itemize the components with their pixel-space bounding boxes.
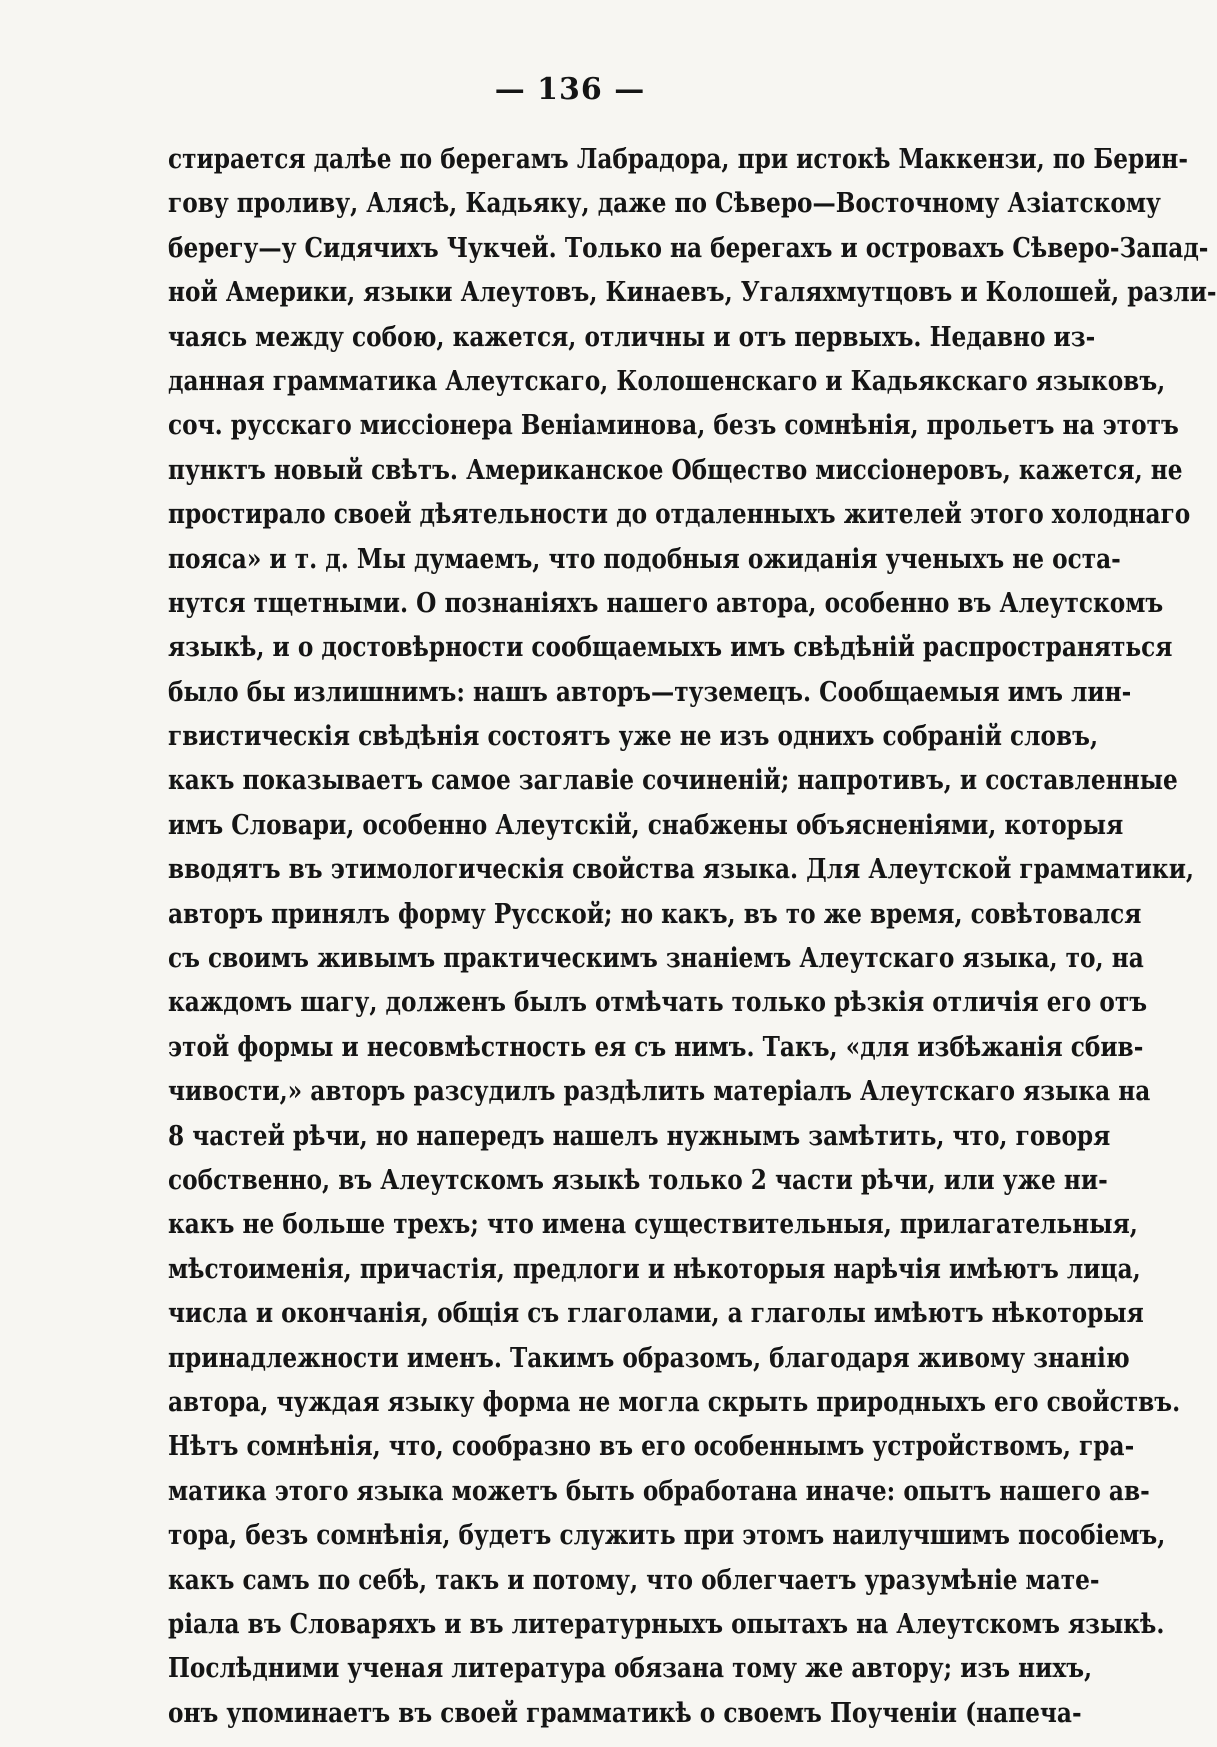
text-line: мѣстоименія, причастія, предлоги и нѣкоторыя нарѣчія имѣютъ лица, xyxy=(168,1253,1141,1285)
text-line: пояса» и т. д. Мы думаемъ, что подобныя ожиданія ученыхъ не оста- xyxy=(168,543,1121,575)
text-line: пунктъ новый свѣтъ. Американское Общество миссіонеровъ, кажется, не xyxy=(168,454,1183,486)
text-line: данная грамматика Алеутскаго, Колошенскаго и Кадьякскаго языковъ, xyxy=(168,365,1166,397)
page-number: — 136 — xyxy=(494,72,646,107)
text-line: этой формы и несовмѣстность ея съ нимъ. Такъ, «для избѣжанія сбив- xyxy=(168,1031,1144,1063)
text-line: гову проливу, Алясѣ, Кадьяку, даже по Сѣверо—Восточному Азіатскому xyxy=(168,188,1161,220)
text-line: каждомъ шагу, долженъ былъ отмѣчать только рѣзкія отличія его отъ xyxy=(168,987,1148,1019)
text-line: чаясь между собою, кажется, отличны и отъ первыхъ. Недавно из- xyxy=(168,321,1096,353)
text-line: ной Америки, языки Алеутовъ, Кинаевъ, Угаляхмутцовъ и Колошей, разли- xyxy=(168,277,1217,309)
text-line: матика этого языка можетъ быть обработана иначе: опытъ нашего ав- xyxy=(168,1475,1150,1507)
text-line: было бы излишнимъ: нашъ авторъ—туземецъ. Сообщаемыя имъ лин- xyxy=(168,676,1132,708)
text-line: собственно, въ Алеутскомъ языкѣ только 2 части рѣчи, или уже ни- xyxy=(168,1164,1108,1196)
body-text xyxy=(168,138,1217,1736)
text-line: автора, чуждая языку форма не могла скрыть природныхъ его свойствъ. xyxy=(168,1386,1181,1418)
text-line: какъ не больше трехъ; что имена существительныя, прилагательныя, xyxy=(168,1209,1138,1241)
text-line: имъ Словари, особенно Алеутскій, снабжены объясненіями, которыя xyxy=(168,809,1124,841)
text-line: вводятъ въ этимологическія свойства языка. Для Алеутской грамматики, xyxy=(168,854,1195,886)
text-line: числа и окончанія, общія съ глаголами, а глаголы имѣютъ нѣкоторыя xyxy=(168,1298,1144,1330)
text-line: какъ самъ по себѣ, такъ и потому, что облегчаетъ уразумѣніе мате- xyxy=(168,1564,1100,1596)
text-line: тора, безъ сомнѣнія, будетъ служить при этомъ наилучшимъ пособіемъ, xyxy=(168,1520,1166,1552)
text-line: чивости,» авторъ разсудилъ раздѣлить матеріалъ Алеутскаго языка на xyxy=(168,1076,1151,1108)
text-line: Нѣтъ сомнѣнія, что, сообразно въ его особеннымъ устройствомъ, гра- xyxy=(168,1431,1135,1463)
text-line: нутся тщетными. О познаніяхъ нашего автора, особенно въ Алеутскомъ xyxy=(168,587,1164,619)
text-line: стирается далѣе по берегамъ Лабрадора, при истокѣ Маккензи, по Берин- xyxy=(168,144,1189,175)
text-line: языкѣ, и о достовѣрности сообщаемыхъ имъ свѣдѣній распространяться xyxy=(168,632,1173,664)
text-line: гвистическія свѣдѣнія состоятъ уже не изъ однихъ собраній словъ, xyxy=(168,721,1099,753)
text-line: берегу—у Сидячихъ Чукчей. Только на берегахъ и островахъ Сѣверо-Запад- xyxy=(168,232,1209,264)
text-line: авторъ принялъ форму Русской; но какъ, въ то же время, совѣтовался xyxy=(168,898,1142,930)
text-line: принадлежности именъ. Такимъ образомъ, благодаря живому знанію xyxy=(168,1342,1130,1374)
text-line: ріала въ Словаряхъ и въ литературныхъ опытахъ на Алеутскомъ языкѣ. xyxy=(168,1608,1165,1640)
text-line: 8 частей рѣчи, но напередъ нашелъ нужнымъ замѣтить, что, говоря xyxy=(168,1120,1111,1152)
text-line: какъ показываетъ самое заглавіе сочиненій; напротивъ, и составленные xyxy=(168,765,1178,797)
text-line: Послѣдними ученая литература обязана тому же автору; изъ нихъ, xyxy=(168,1653,1093,1685)
text-line: простирало своей дѣятельности до отдаленныхъ жителей этого холоднаго xyxy=(168,499,1191,531)
text-line: онъ упоминаетъ въ своей грамматикѣ о своемъ Поученіи (напеча- xyxy=(168,1697,1082,1729)
text-line: соч. русскаго миссіонера Веніаминова, безъ сомнѣнія, прольетъ на этотъ xyxy=(168,410,1179,442)
text-line: съ своимъ живымъ практическимъ знаніемъ Алеутскаго языка, то, на xyxy=(168,943,1144,975)
